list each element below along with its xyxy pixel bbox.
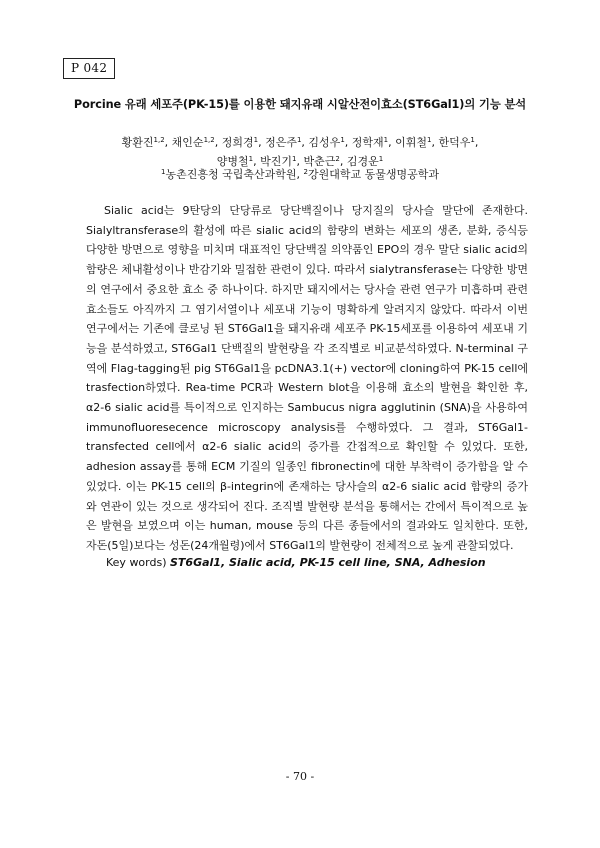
author-name: 양병철 [216,155,249,168]
author-affiliation-mark: 1 [470,136,475,144]
author-name: 김성우 [308,136,341,149]
author-affiliation-mark: 1 [253,136,259,144]
author-affiliation-mark: 1 [378,155,384,163]
author-separator: , [431,136,439,149]
author-name: 이휘철 [395,136,428,149]
author-separator: , [344,136,352,149]
author-affiliation-mark: 2 [335,155,340,163]
abstract-title: Porcine 유래 세포주(PK-15)를 이용한 돼지유래 시알산전이효소(ST6Gal1)의 기능 분석 [73,98,527,111]
author-name: 정학재 [351,136,384,149]
author-affiliation-mark: 1 [296,136,302,144]
author-separator: , [296,155,304,168]
author-name: 정은주 [265,136,297,149]
abstract-code: P 042 [71,61,108,75]
author-affiliation-mark: 1 [383,136,389,144]
author-name: 김경운 [346,155,379,168]
affiliation-line [0,166,600,182]
author-separator: , [301,136,309,149]
author-separator: , [388,136,396,149]
keywords-line [106,556,486,569]
page-number: - 70 - [285,770,315,783]
author-separator: , [474,136,479,149]
author-affiliation-mark: 1 [340,136,345,144]
affiliation-text: 강원대학교 동물생명공학과 [307,168,439,181]
author-separator: , [339,155,347,168]
author-separator: , [253,155,261,168]
author-name: 박춘근 [303,155,336,168]
keywords-value: ST6Gal1, Sialic acid, PK-15 cell line, SNA, Adhesion [170,556,486,569]
author-affiliation-mark: 1 [248,155,254,163]
abstract-code-box [63,58,115,79]
affiliation-text: 농촌진흥청 국립축산과학원, [165,168,304,181]
author-affiliation-mark: 1 [427,136,432,144]
abstract-text: Sialic acid는 9탄당의 단당류로 당단백질이나 당지질의 당사슬 말단에 존재한다. Sialyltransferase의 활성에 따른 sialic acid의 함량의 변화는 세포의 생존, 분화, 증식등 다양한 방면으로 영향을 미치며 대표적인 당단백질 의약품인 EPO의 경우 말단 sialic acid의 함량은 체내활성이나 반감기와 밀접한 관련이 있다. 따라서 sialytransferase는 다양한 방면의 연구에서 중요한 효소 중 하나이다. 하지만 돼지에서는 당사슬 관련 연구가 미흡하며 관련 효소들도 아직까지 그 염기서열이나 세포내 기능이 명확하게 알려지지 않았다. 따라서 이번 연구에서는 기존에 클로닝 된 ST6Gal1을 돼지유래 세포주 PK-15세포를 이용하여 세포내 기능을 분석하였고, ST6Gal1 단백질의 발현량을 각 조직별로 비교분석하였다. N-terminal 구역에 Flag-tagging된 pig ST6Gal1을 pcDNA3.1(+) vector에 cloning하여 PK-15 cell에 trasfection하였다. Rea-time PCR과 Western blot을 이용해 효소의 발현을 확인한 후, α2-6 sialic acid를 특이적으로 인지하는 Sambucus nigra agglutinin (SNA)을 사용하여 immunofluoresecence microscopy analysis를 수행하였다. 그 결과, ST6Gal1-transfected cell에서 α2-6 sialic acid의 증가를 간접적으로 확인할 수 있었다. 또한, adhesion assay를 통해 ECM 기질의 일종인 fibronectin에 대한 부착력이 증가함을 알 수 있었다. 이는 PK-15 cell의 β-integrin에 존재하는 당사슬의 α2-6 sialic acid 함량의 증가와 연관이 있는 것으로 생각되어 진다. 조직별 발현량 분석을 통해서는 간에서 특이적으로 높은 발현을 보였으며 이는 human, mouse 등의 다른 종들에서의 결과와도 일치한다. 또한, 자돈(5일)보다는 성돈(24개월령)에서 ST6Gal1의 발현량이 전체적으로 높게 관찰되었다. [86,204,528,552]
affiliation-mark: 1 [161,168,166,176]
author-affiliation-mark: 1,2 [203,136,215,144]
author-name: 박진기 [260,155,293,168]
keywords-label: Key words) [106,556,170,569]
abstract-body [86,201,528,556]
author-name: 정희경 [221,136,254,149]
affiliation-mark: 2 [303,168,308,176]
author-affiliation-mark: 1,2 [153,136,165,144]
author-separator: , [258,136,266,149]
author-line-1 [0,133,600,152]
author-name: 황환진 [121,136,154,149]
author-name: 채인순 [171,136,204,149]
author-name: 한덕우 [438,136,471,149]
author-separator: , [214,136,222,149]
author-affiliation-mark: 1 [292,155,297,163]
author-separator: , [164,136,172,149]
